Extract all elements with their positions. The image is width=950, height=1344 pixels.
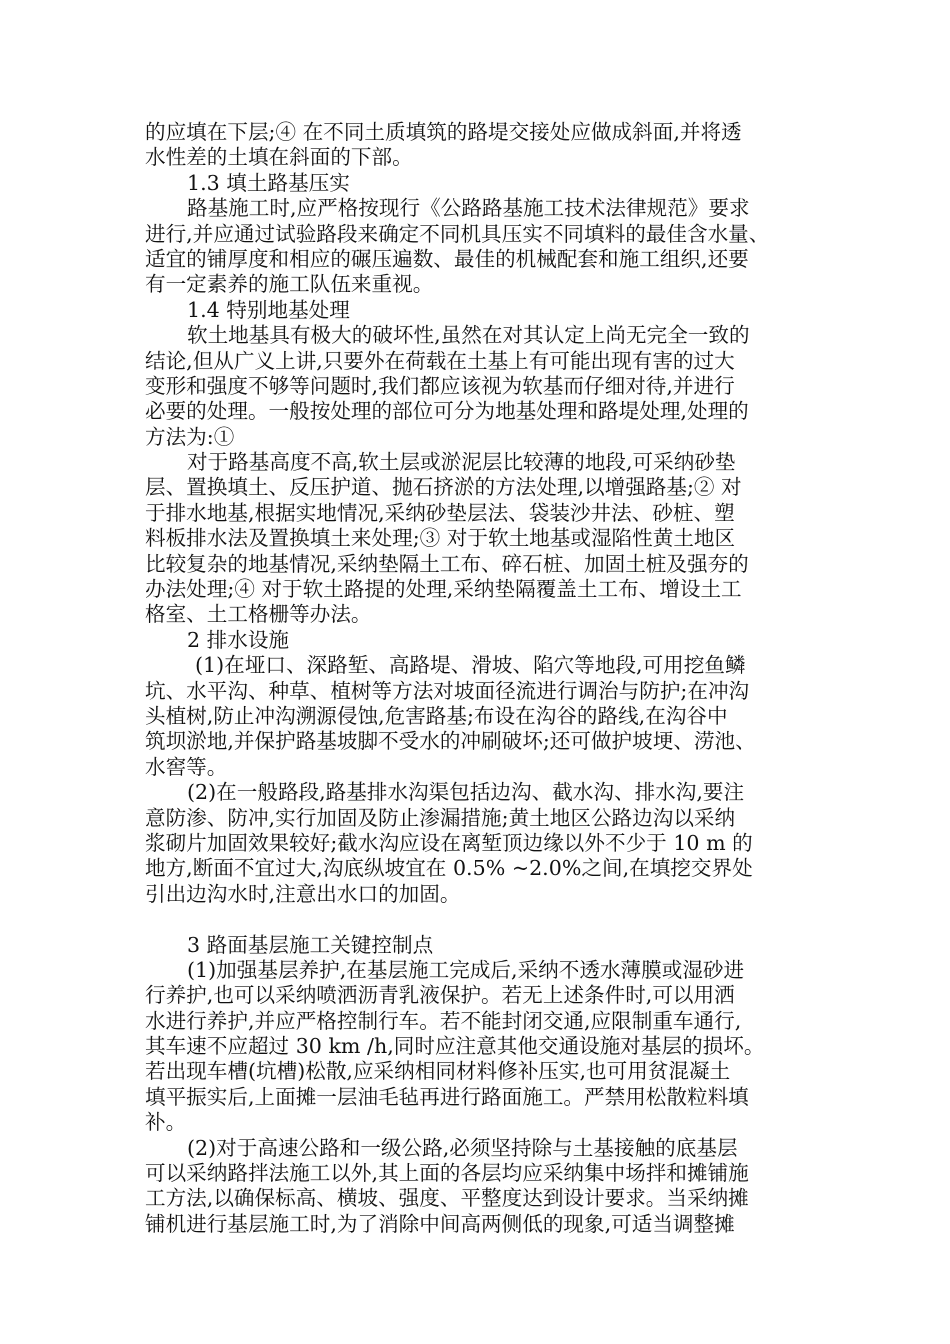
document-page — [145, 120, 805, 1237]
paragraph-2-1 — [145, 653, 805, 780]
text-line: 结论,但从广义上讲,只要外在荷载在土基上有可能出现有害的过大 — [145, 348, 735, 373]
text-line: 其车速不应超过 30 km /h,同时应注意其他交通设施对基层的损坏。 — [145, 1034, 765, 1059]
text-line: 引出边沟水时,注意出水口的加固。 — [145, 881, 461, 906]
text-line: 补。 — [145, 1110, 187, 1135]
heading-3: 3 路面基层施工关键控制点 — [187, 932, 434, 957]
heading-2: 2 排水设施 — [187, 627, 290, 652]
paragraph-2-2 — [145, 780, 805, 907]
text-line: 层、置换填土、反压护道、抛石挤淤的方法处理,以增强路基;② 对 — [145, 475, 742, 500]
text-line: 筑坝淤地,并保护路基坡脚不受水的冲刷破坏;还可做护坡埂、涝池、 — [145, 729, 756, 754]
text-line: 方法为:① — [145, 424, 235, 449]
text-line: 变形和强度不够等问题时,我们都应该视为软基而仔细对待,并进行 — [145, 373, 735, 398]
paragraph-1-3 — [145, 196, 805, 298]
text-line: 行养护,也可以采纳喷洒沥青乳液保护。若无上述条件时,可以用洒 — [145, 983, 735, 1008]
text-line: 对于路基高度不高,软土层或淤泥层比较薄的地段,可采纳砂垫 — [187, 450, 736, 475]
text-line: 的应填在下层;④ 在不同土质填筑的路堤交接处应做成斜面,并将透 — [145, 120, 742, 144]
heading-1-3: 1.3 填土路基压实 — [187, 170, 350, 195]
text-line: 办法处理;④ 对于软土路提的处理,采纳垫隔覆盖土工布、增设土工 — [145, 577, 742, 602]
text-line: 料板排水法及置换填土来处理;③ 对于软土地基或湿陷性黄土地区 — [145, 526, 736, 551]
text-line: 工方法,以确保标高、横坡、强度、平整度达到设计要求。当采纳摊 — [145, 1186, 749, 1211]
text-line: 头植树,防止冲沟溯源侵蚀,危害路基;布设在沟谷的路线,在沟谷中 — [145, 703, 728, 728]
text-line: (1)加强基层养护,在基层施工完成后,采纳不透水薄膜或湿砂进 — [187, 957, 745, 982]
text-line: 有一定素养的施工队伍来重视。 — [145, 272, 434, 297]
text-line: 路基施工时,应严格按现行《公路路基施工技术法律规范》要求 — [187, 196, 750, 221]
text-line: (2)对于高速公路和一级公路,必须坚持除与土基接触的底基层 — [187, 1135, 738, 1160]
text-line: 比较复杂的地基情况,采纳垫隔土工布、碎石桩、加固土桩及强夯的 — [145, 551, 749, 576]
text-line: 水窖等。 — [145, 754, 228, 779]
text-line: 必要的处理。一般按处理的部位可分为地基处理和路堤处理,处理的 — [145, 399, 749, 424]
heading-1-4: 1.4 特别地基处理 — [187, 297, 350, 322]
text-line: 水进行养护,并应严格控制行车。若不能封闭交通,应限制重车通行, — [145, 1008, 742, 1033]
text-line: 填平振实后,上面摊一层油毛毡再进行路面施工。严禁用松散粒料填 — [145, 1084, 749, 1109]
paragraph-3-2 — [145, 1136, 805, 1238]
text-line: 意防渗、防冲,实行加固及防止渗漏措施;黄土地区公路边沟以采纳 — [145, 805, 736, 830]
text-line: 浆砌片加固效果较好;截水沟应设在离堑顶边缘以外不少于 10 m 的 — [145, 830, 753, 855]
text-line: 格室、土工格栅等办法。 — [145, 602, 372, 627]
text-line: (2)在一般路段,路基排水沟渠包括边沟、截水沟、排水沟,要注 — [187, 780, 745, 805]
text-line: 坑、水平沟、种草、植树等方法对坡面径流进行调治与防护;在冲沟 — [145, 678, 750, 703]
text-line: (1)在垭口、深路堑、高路堤、滑坡、陷穴等地段,可用挖鱼鳞 — [195, 653, 746, 678]
text-line: 软土地基具有极大的破坏性,虽然在对其认定上尚无完全一致的 — [187, 323, 750, 348]
text-line: 水性差的土填在斜面的下部。 — [145, 145, 413, 170]
text-line: 铺机进行基层施工时,为了消除中间高两侧低的现象,可适当调整摊 — [145, 1211, 735, 1236]
paragraph-3-1 — [145, 958, 805, 1136]
text-line: 可以采纳路拌法施工以外,其上面的各层均应采纳集中场拌和摊铺施 — [145, 1161, 749, 1186]
blank-line — [145, 907, 805, 932]
text-line: 地方,断面不宜过大,沟底纵坡宜在 0.5% ~2.0%之间,在填挖交界处 — [145, 856, 753, 881]
text-line: 适宜的铺厚度和相应的碾压遍数、最佳的机械配套和施工组织,还要 — [145, 246, 749, 271]
text-line: 若出现车槽(坑槽)松散,应采纳相同材料修补压实,也可用贫混凝土 — [145, 1059, 731, 1084]
text-line: 于排水地基,根据实地情况,采纳砂垫层法、袋装沙井法、砂桩、塑 — [145, 500, 735, 525]
paragraph-intro — [145, 120, 805, 171]
text-line: 进行,并应通过试验路段来确定不同机具压实不同填料的最佳含水量、 — [145, 221, 770, 246]
paragraph-1-4a — [145, 323, 805, 450]
paragraph-1-4b — [145, 450, 805, 628]
